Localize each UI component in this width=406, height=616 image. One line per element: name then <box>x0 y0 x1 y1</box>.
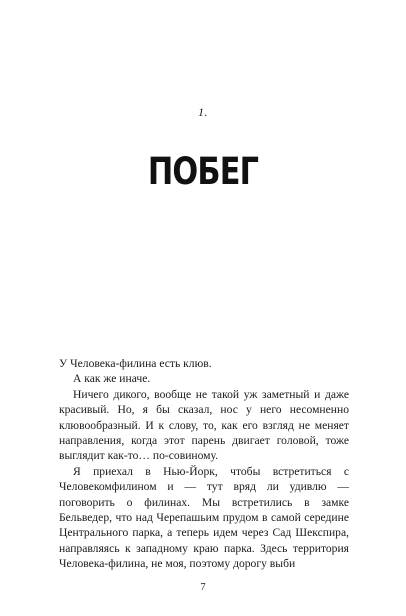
paragraph: А как же иначе. <box>73 372 151 386</box>
paragraph: Ничего дикого, вообще не такой уж заметный и даже красивый. Но, я бы сказал, нос у него несомненно клювообразный. И к слову, то, как его взгляд не меняет направления, когда этот парень двигает головой, тоже выглядит как-то… по-совиному. <box>59 387 349 463</box>
paragraph: У Человека-филина есть клюв. <box>59 357 212 370</box>
chapter-title: ПОБЕГ <box>147 150 259 193</box>
page-number: 7 <box>200 582 206 593</box>
paragraph: Я приехал в Нью-Йорк, чтобы встретиться с Человекомфилином и — тут вряд ли удивлю — поговорить о филинах. Мы встретились в замке Бельведер, что над Черепашьим прудом в самой середине Центрального парка, а теперь идем через Сад Шекспира, направляясь к западному краю парка. Здесь территория Человека-филина, не моя, поэтому дорогу выби <box>59 464 349 571</box>
chapter-number: 1. <box>198 105 208 119</box>
body-text <box>59 356 349 572</box>
